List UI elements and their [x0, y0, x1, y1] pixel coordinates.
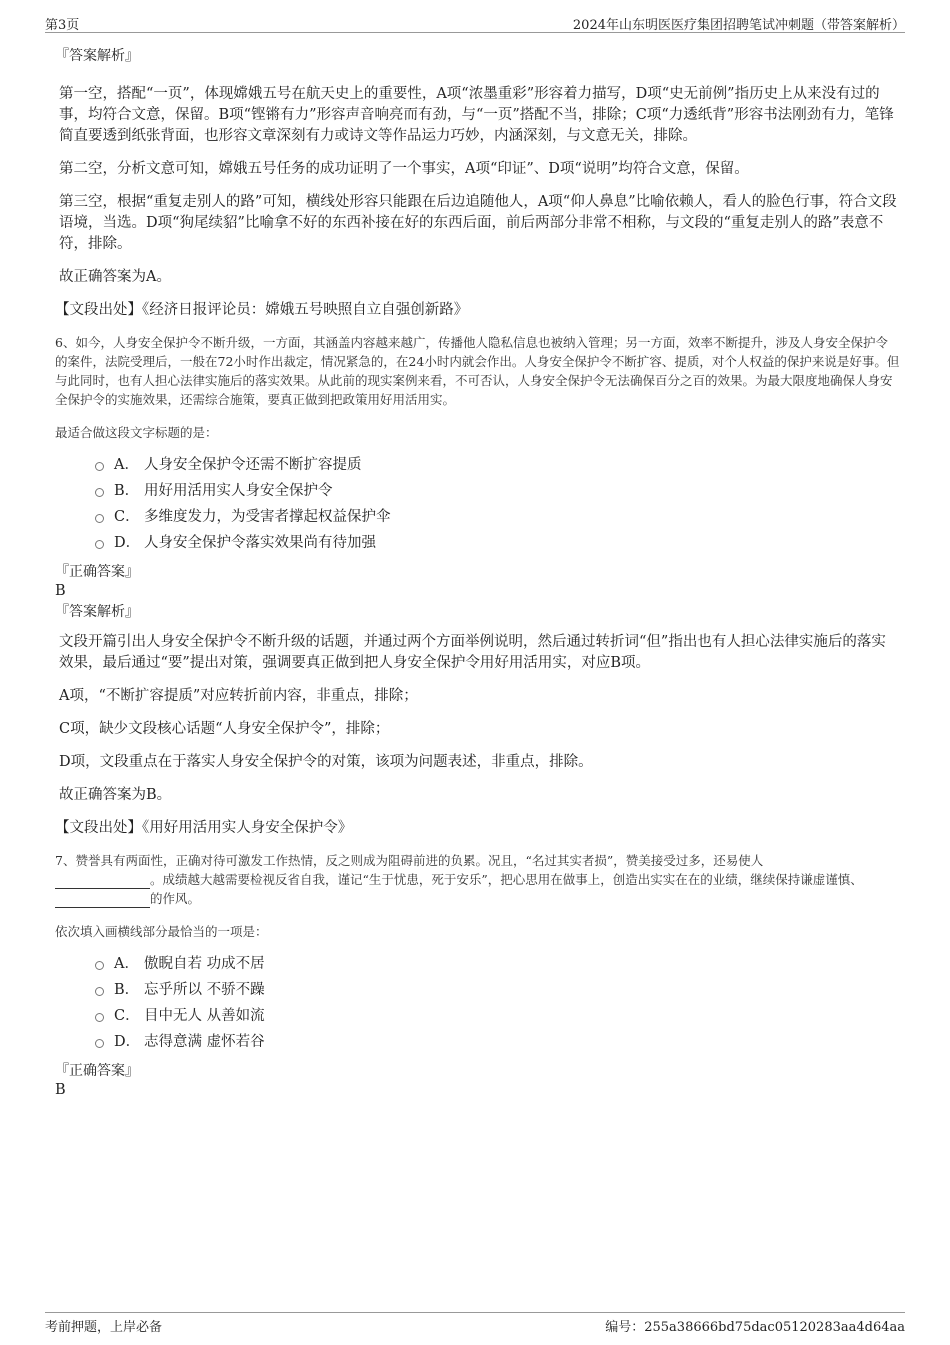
q7-question-part-1: 7、赞誉具有两面性，正确对待可激发工作热情，反之则成为阻碍前进的负累。况且，“名过其实者损”，赞美接受过多，还易使人: [55, 853, 764, 868]
radio-icon[interactable]: [95, 987, 104, 996]
option-letter: A．: [114, 956, 139, 972]
option-letter: C．: [114, 509, 140, 525]
q7-blank-2: [55, 893, 150, 908]
q6-analysis-p2: A项，“不断扩容提质”对应转折前内容，非重点，排除；: [59, 688, 418, 704]
q7-question: [55, 851, 900, 908]
option-text: 忘乎所以 不骄不躁: [144, 982, 265, 998]
q7-answer: B: [55, 1082, 66, 1098]
footer-slogan: 考前押题，上岸必备: [45, 1320, 163, 1335]
q6-source: 【文段出处】《用好用活用实人身安全保护令》: [55, 820, 353, 836]
document-title: 2024年山东明医医疗集团招聘笔试冲刺题（带答案解析）: [572, 18, 905, 33]
q6-analysis-label: 『答案解析』: [55, 604, 139, 620]
page-content: [55, 40, 900, 1099]
option-text: 目中无人 从善如流: [144, 1008, 265, 1024]
q5-source: 【文段出处】《经济日报评论员：嫦娥五号映照自立自强创新路》: [55, 302, 469, 318]
option-letter: A．: [114, 457, 139, 473]
radio-icon[interactable]: [95, 514, 104, 523]
radio-icon[interactable]: [95, 961, 104, 970]
q7-option-a[interactable]: [95, 951, 900, 977]
q7-option-c[interactable]: [95, 1003, 900, 1029]
radio-icon[interactable]: [95, 462, 104, 471]
page-number: 第3页: [45, 18, 80, 33]
option-text: 人身安全保护令落实效果尚有待加强: [144, 535, 376, 551]
q6-answer: B: [55, 583, 66, 599]
option-text: 多维度发力，为受害者撑起权益保护伞: [144, 509, 391, 525]
q5-analysis-p2: 第二空，分析文意可知，嫦娥五号任务的成功证明了一个事实，A项“印证”、D项“说明”均符合文意，保留。: [59, 161, 749, 177]
q6-option-a[interactable]: [95, 452, 900, 478]
q6-analysis-p4: D项，文段重点在于落实人身安全保护令的对策，该项为问题表述，非重点，排除。: [59, 754, 593, 770]
page-header: [45, 12, 905, 33]
q5-analysis-label: 『答案解析』: [55, 48, 139, 64]
q6-conclusion: 故正确答案为B。: [59, 787, 172, 803]
option-text: 志得意满 虚怀若谷: [144, 1034, 265, 1050]
q6-question: 6、如今，人身安全保护令不断升级，一方面，其涵盖内容越来越广，传播他人隐私信息也被纳入管理；另一方面，效率不断提升，涉及人身安全保护令的案件，法院受理后，一般在72小时作出裁定，情况紧急的，在24小时内就会作出。人身安全保护令不断扩容、提质，对个人权益的保护来说是好事。但与此同时，也有人担心法律实施后的落实效果。从此前的现实案例来看，不可否认，人身安全保护令无法确保百分之百的效果。为最大限度地确保人身安全保护令的实施效果，还需综合施策，要真正做到把政策用好用活用实。: [55, 335, 900, 407]
radio-icon[interactable]: [95, 488, 104, 497]
option-letter: C．: [114, 1008, 140, 1024]
option-text: 傲睨自若 功成不居: [144, 956, 265, 972]
radio-icon[interactable]: [95, 1013, 104, 1022]
q7-answer-label: 『正确答案』: [55, 1063, 139, 1079]
q7-question-part-2: 。成绩越大越需要检视反省自我，谨记“生于忧患，死于安乐”，把心思用在做事上，创造出实实在在的业绩，继续保持谦虚谨慎、: [150, 872, 863, 887]
q5-analysis-p1: 第一空，搭配“一页”，体现嫦娥五号在航天史上的重要性，A项“浓墨重彩”形容着力描写，D项“史无前例”指历史上从来没有过的事，均符合文意，保留。B项“铿锵有力”形容声音响亮而有劲，与“一页”搭配不当，排除；C项“力透纸背”形容书法刚劲有力，笔锋简直要透到纸张背面，也形容文章深刻有力或诗文等作品运力巧妙，内涵深刻，与文意无关，排除。: [59, 86, 894, 144]
q5-analysis-p3: 第三空，根据“重复走别人的路”可知，横线处形容只能跟在后边追随他人，A项“仰人鼻息”比喻依赖人，看人的脸色行事，符合文段语境，当选。D项“狗尾续貂”比喻拿不好的东西补接在好的东西后面，前后两部分非常不相称，与文段的“重复走别人的路”表意不符，排除。: [59, 194, 897, 252]
option-letter: D．: [114, 1034, 141, 1050]
q5-conclusion: 故正确答案为A。: [59, 269, 171, 285]
q7-option-b[interactable]: [95, 977, 900, 1003]
radio-icon[interactable]: [95, 1039, 104, 1048]
q6-option-b[interactable]: [95, 478, 900, 504]
q6-answer-label: 『正确答案』: [55, 564, 139, 580]
q7-prompt: 依次填入画横线部分最恰当的一项是：: [55, 924, 268, 939]
option-letter: B．: [114, 483, 140, 499]
q6-analysis-p3: C项，缺少文段核心话题“人身安全保护令”，排除；: [59, 721, 390, 737]
option-text: 用好用活用实人身安全保护令: [144, 483, 333, 499]
q7-options: [55, 951, 900, 1055]
q6-option-d[interactable]: [95, 530, 900, 556]
q6-options: [55, 452, 900, 556]
q6-analysis-p1: 文段开篇引出人身安全保护令不断升级的话题，并通过两个方面举例说明，然后通过转折词“但”指出也有人担心法律实施后的落实效果，最后通过“要”提出对策，强调要真正做到把人身安全保护令用好用活用实，对应B项。: [59, 634, 886, 671]
q7-option-d[interactable]: [95, 1029, 900, 1055]
radio-icon[interactable]: [95, 540, 104, 549]
option-text: 人身安全保护令还需不断扩容提质: [144, 457, 362, 473]
page-footer: [45, 1312, 905, 1335]
option-letter: B．: [114, 982, 140, 998]
q6-prompt: 最适合做这段文字标题的是：: [55, 425, 218, 440]
option-letter: D．: [114, 535, 141, 551]
q7-question-part-3: 的作风。: [150, 891, 201, 906]
q6-option-c[interactable]: [95, 504, 900, 530]
document-code: 编号：255a38666bd75dac05120283aa4d64aa: [605, 1320, 905, 1335]
q7-blank-1: [55, 874, 150, 889]
